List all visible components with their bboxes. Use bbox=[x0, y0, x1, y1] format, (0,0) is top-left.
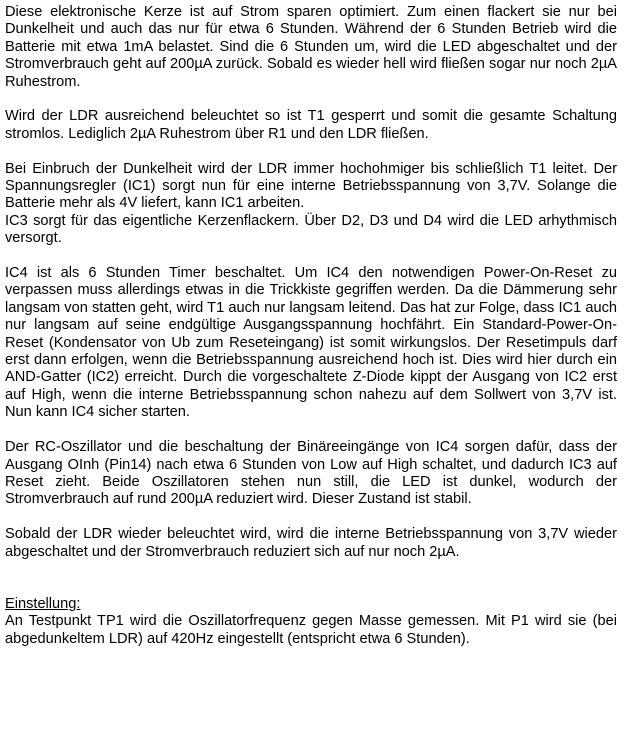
setting-text: An Testpunkt TP1 wird die Oszillatorfrequenz gegen Masse gemessen. Mit P1 wird sie (bei abgedunkeltem LDR) auf 420Hz eingestellt (entspricht etwa 6 Stunden). bbox=[5, 613, 617, 647]
blank-line bbox=[5, 578, 617, 595]
paragraph-oscillator: Der RC-Oszillator und die beschaltung der Binäreeingänge von IC4 sorgen dafür, dass der Ausgang OInh (Pin14) nach etwa 6 Stunden von Low auf High schaltet, und dadurch IC3 auf Reset zieht. Beide Oszillatoren stehen nun still, die LED ist dunkel, wodurch der Stromverbrauch auf rund 200µA reduziert wird. Dieser Zustand ist stabil. bbox=[5, 439, 617, 508]
paragraph-intro: Diese elektronische Kerze ist auf Strom sparen optimiert. Zum einen flackert sie nur bei Dunkelheit und auch das nur für etwa 6 Stunden. Während der 6 Stunden Betrieb wird die Batterie mit etwa 1mA belastet. Sind die 6 Stunden um, wird die LED abgeschaltet und der Stromverbrauch geht auf 200µA zurück. Sobald es wieder hell wird fließen sogar nur noch 2µA Ruhestrom. bbox=[5, 4, 617, 90]
paragraph-ldr-lit: Wird der LDR ausreichend beleuchtet so ist T1 gesperrt und somit die gesamte Schaltung stromlos. Lediglich 2µA Ruhestrom über R1 und den LDR fließen. bbox=[5, 108, 617, 142]
paragraph-darkness bbox=[5, 161, 617, 248]
paragraph-timer: IC4 ist als 6 Stunden Timer beschaltet. Um IC4 den notwendigen Power-On-Reset zu verpassen muss allerdings etwas in die Trickkiste gegriffen werden. Da die Dämmerung sehr langsam von statten geht, wird T1 auch nur langsam leitend. Das hat zur Folge, dass IC1 auch nur langsam auf seine endgültige Ausgangsspannung hochfährt. Ein Standard-Power-On-Reset (Kondensator von Ub zum Reseteingang) ist somit wirkungslos. Der Resetimpuls darf erst dann erfolgen, wenn die Betriebsspannung ausreichend hoch ist. Dies wird hier durch ein AND-Gatter (IC2) erreicht. Durch die vorgeschaltete Z-Diode kippt der Ausgang von IC2 erst auf High, wenn die interne Betriebsspannung schon nahezu auf dem Sollwert von 3,7V ist. Nun kann IC4 sicher starten. bbox=[5, 265, 617, 421]
paragraph-darkness-part2: IC3 sorgt für das eigentliche Kerzenflackern. Über D2, D3 und D4 wird die LED arhythmisch versorgt. bbox=[5, 212, 617, 247]
setting-heading: Einstellung: bbox=[5, 595, 81, 612]
document-page bbox=[5, 4, 617, 648]
setting-section bbox=[5, 596, 617, 648]
paragraph-ldr-relit: Sobald der LDR wieder beleuchtet wird, wird die interne Betriebsspannung von 3,7V wieder abgeschaltet und der Stromverbrauch reduziert sich auf nur noch 2µA. bbox=[5, 526, 617, 560]
paragraph-darkness-part1: Bei Einbruch der Dunkelheit wird der LDR immer hochohmiger bis schließlich T1 leitet. Der Spannungsregler (IC1) sorgt nun für eine interne Betriebsspannung von 3,7V. Solange die Batterie mehr als 4V liefert, kann IC1 arbeiten. bbox=[5, 160, 617, 212]
